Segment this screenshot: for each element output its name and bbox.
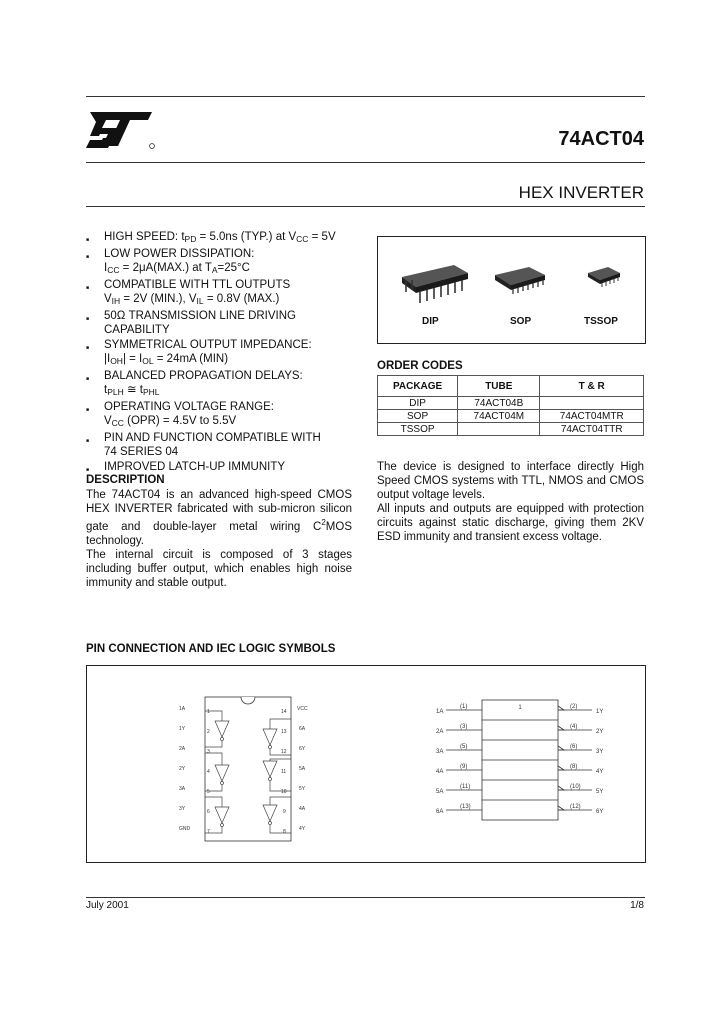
iec-input-number: (13) [460, 804, 471, 810]
iec-output-number: (2) [570, 704, 578, 710]
column-header: PACKAGE [378, 376, 458, 397]
pin-label-left: 2Y [179, 766, 186, 772]
iec-output-label: 5Y [596, 789, 604, 795]
pin-label-right: 6A [299, 726, 306, 732]
pin-label-right: 6Y [299, 746, 306, 752]
table-cell: 74ACT04M [458, 410, 540, 423]
iec-output-number: (4) [570, 724, 578, 730]
table-cell: 74ACT04TTR [540, 423, 644, 436]
pin-number: 4 [207, 769, 210, 775]
table-cell [540, 397, 644, 410]
iec-input-number: (3) [460, 724, 468, 730]
pin-label-right: 4A [299, 806, 306, 812]
pin-number: 8 [283, 829, 286, 835]
pin-number: 7 [207, 829, 210, 835]
pin-number: 6 [207, 809, 210, 815]
iec-output-number: (12) [570, 804, 581, 810]
table-cell: 74ACT04MTR [540, 410, 644, 423]
pin-label-left: 1A [179, 706, 186, 712]
table-row [378, 397, 644, 410]
pin-label-right: 5A [299, 766, 306, 772]
package-images-box [377, 236, 646, 344]
table-cell: SOP [378, 410, 458, 423]
pin-number: 2 [207, 729, 210, 735]
interface-description: The device is designed to interface directly High Speed CMOS systems with TTL, NMOS and CMOS output voltage levels. All inputs and outputs are equipped with protection circuits against static discharge, giving them 2KV ESD immunity and transient excess voltage. [377, 461, 644, 543]
iec-input-label: 5A [436, 789, 444, 795]
iec-input-label: 4A [436, 769, 444, 775]
description-text: The 74ACT04 is an advanced high-speed CMOS HEX INVERTER fabricated with sub-micron silicon gate and double-layer metal wiring $C^2MOS$ technology. The internal circuit is composed of 3 stages including buffer output, which enables high noise immunity and stable output. [86, 489, 352, 589]
device-subtitle: HEX INVERTER [518, 183, 644, 202]
table-header-row [378, 376, 644, 397]
table-row [378, 410, 644, 423]
dip-label: DIP [422, 316, 439, 327]
pin-label-left: 2A [179, 746, 186, 752]
feature-ttl: ■ COMPATIBLE WITH TTL OUTPUTS $V_{IH} = 2V$ (MIN.), $V_{IL} = 0.8V$ (MAX.) [86, 278, 371, 309]
sop-label: SOP [510, 316, 532, 327]
iec-input-label: 6A [436, 809, 444, 815]
iec-output-label: 4Y [596, 769, 604, 775]
pin-number: 5 [207, 789, 210, 795]
pin-label-left: 3A [179, 786, 186, 792]
iec-input-number: (1) [460, 704, 468, 710]
order-codes-table [377, 375, 644, 436]
dip-package-icon [398, 259, 472, 305]
iec-output-number: (10) [570, 784, 581, 790]
pin-label-right: 4Y [299, 826, 306, 832]
tssop-label: TSSOP [584, 316, 618, 327]
table-cell: DIP [378, 397, 458, 410]
pin-number: 9 [283, 809, 286, 815]
iec-input-number: (11) [460, 784, 471, 790]
iec-output-number: (6) [570, 744, 578, 750]
feature-latchup: ■ IMPROVED LATCH-UP IMMUNITY [86, 460, 371, 475]
sop-package-icon [491, 263, 549, 297]
st-logo-icon [86, 106, 158, 152]
feature-list [86, 230, 371, 474]
subtitle-rule [86, 206, 645, 207]
pin-label-left: 3Y [179, 806, 186, 812]
iec-output-label: 1Y [596, 709, 604, 715]
column-header: T & R [540, 376, 644, 397]
pin-number: 11 [281, 769, 287, 775]
iec-input-number: (5) [460, 744, 468, 750]
logic-symbols-box [86, 665, 646, 863]
pin-number: 13 [281, 729, 287, 735]
table-cell: 74ACT04B [458, 397, 540, 410]
iec-input-number: (9) [460, 764, 468, 770]
iec-output-number: (8) [570, 764, 578, 770]
feature-power: ■ LOW POWER DISSIPATION: $I_{CC} = 2\mu A(MAX.)$ at $T_A=25^\circ C$ [86, 247, 371, 278]
pin-number: 3 [207, 749, 210, 755]
feature-voltage: ■ OPERATING VOLTAGE RANGE: $V_{CC}$ (OPR) = 4.5V to 5.5V [86, 400, 371, 431]
column-header: TUBE [458, 376, 540, 397]
iec-function-symbol: 1 [518, 705, 522, 711]
iec-output-label: 2Y [596, 729, 604, 735]
footer-page-number: 1/8 [630, 900, 644, 911]
title-rule [86, 162, 645, 163]
iec-input-label: 1A [436, 709, 444, 715]
iec-input-label: 3A [436, 749, 444, 755]
feature-pin-compat: ■ PIN AND FUNCTION COMPATIBLE WITH 74 SERIES 04 [86, 431, 371, 460]
table-cell: TSSOP [378, 423, 458, 436]
pin-label-right: VCC [297, 706, 308, 712]
footer-rule [86, 897, 645, 898]
symbols-heading: PIN CONNECTION AND IEC LOGIC SYMBOLS [86, 643, 336, 655]
footer-date: July 2001 [86, 900, 129, 911]
feature-line-drive: ■ 50Ω TRANSMISSION LINE DRIVING CAPABILITY [86, 309, 371, 338]
table-row [378, 423, 644, 436]
pin-label-left: GND [179, 826, 191, 832]
part-number-title: 74ACT04 [558, 128, 644, 150]
feature-impedance: ■ SYMMETRICAL OUTPUT IMPEDANCE: $|I_{OH}| = I_{OL} = 24mA$ (MIN) [86, 338, 371, 369]
pin-number: 14 [281, 709, 287, 715]
iec-output-label: 6Y [596, 809, 604, 815]
table-cell [458, 423, 540, 436]
iec-input-label: 2A [436, 729, 444, 735]
description-heading: DESCRIPTION [86, 474, 165, 486]
iec-output-label: 3Y [596, 749, 604, 755]
feature-propagation: ■ BALANCED PROPAGATION DELAYS: $t_{PLH}$ ≅ $t_{PHL}$ [86, 369, 371, 400]
iec-logic-symbol [432, 696, 612, 826]
feature-speed: ■ HIGH SPEED: $t_{PD} = 5.0ns$ (TYP.) at $V_{CC} = 5V$ [86, 230, 371, 247]
pin-label-right: 5Y [299, 786, 306, 792]
order-codes-heading: ORDER CODES [377, 360, 463, 372]
tssop-package-icon [584, 263, 624, 293]
pin-label-left: 1Y [179, 726, 186, 732]
pin-number: 1 [207, 709, 210, 715]
top-rule [86, 96, 645, 97]
pin-number: 12 [281, 749, 287, 755]
pin-number: 10 [281, 789, 287, 795]
